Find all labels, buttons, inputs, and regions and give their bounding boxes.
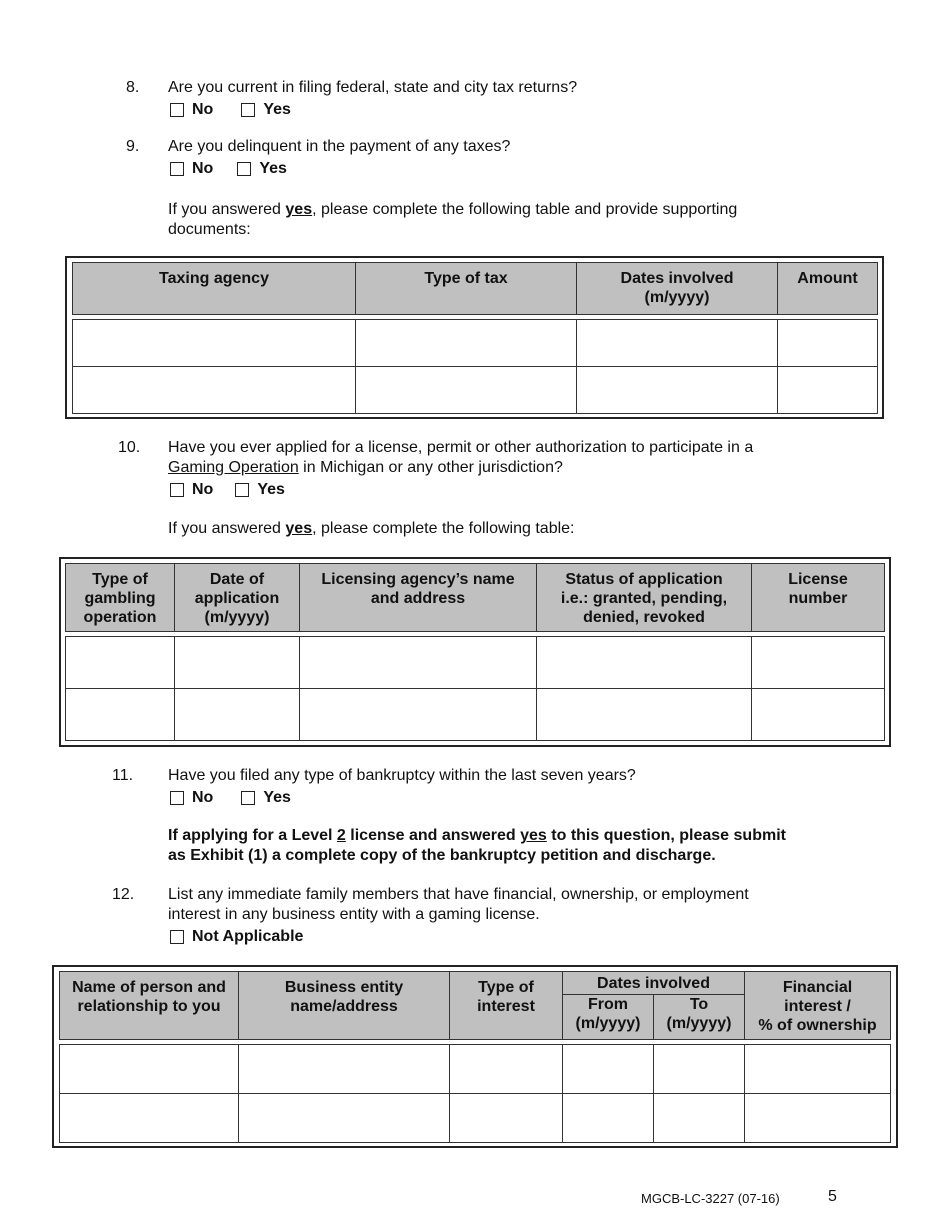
q8-no-checkbox[interactable] — [170, 103, 184, 117]
license-cell[interactable] — [175, 637, 300, 689]
q11-options — [170, 789, 311, 807]
q12-not-applicable-label: Not Applicable — [192, 928, 304, 945]
q12-text1: List any immediate family members that have financial, ownership, or employment — [168, 886, 749, 903]
tax-table-header-amount: Amount — [778, 263, 878, 315]
license-cell[interactable] — [300, 637, 537, 689]
q9-instructions — [168, 200, 808, 239]
q10-instr-yes: yes — [285, 520, 313, 537]
family-table-header-to: To (m/yyyy) — [654, 995, 745, 1040]
q9-options — [170, 160, 307, 178]
family-cell[interactable] — [239, 1045, 450, 1094]
family-table-header-from: From (m/yyyy) — [563, 995, 654, 1040]
q10-text — [168, 438, 868, 477]
q10-text1: Have you ever applied for a license, permit or other authorization to participate in a — [168, 439, 754, 456]
q9-yes-label: Yes — [259, 160, 287, 177]
q8-options — [170, 101, 311, 119]
q11-no-checkbox[interactable] — [170, 791, 184, 805]
q10-no-checkbox[interactable] — [170, 483, 184, 497]
q11-note-part1: If applying for a Level — [168, 827, 337, 844]
q9-instr-yes: yes — [285, 201, 313, 218]
q10-options — [170, 481, 305, 499]
q10-no-option[interactable] — [170, 481, 213, 499]
family-cell[interactable] — [563, 1094, 654, 1143]
license-cell[interactable] — [66, 689, 175, 741]
q10-number: 10. — [118, 439, 141, 456]
q11-note-part2: license and answered — [345, 827, 521, 844]
family-table-header-dates: Dates involved — [563, 972, 745, 995]
q11-yes-checkbox[interactable] — [241, 791, 255, 805]
q10-instructions — [168, 519, 575, 539]
q9-no-label: No — [192, 160, 214, 177]
q11-no-option[interactable] — [170, 789, 213, 807]
form-number: MGCB-LC-3227 (07-16) — [641, 1191, 780, 1206]
license-table-header-type: Type of gambling operation — [66, 564, 175, 632]
license-table-header-number: License number — [752, 564, 885, 632]
license-cell[interactable] — [537, 637, 752, 689]
family-table-header-name: Name of person and relationship to you — [60, 972, 239, 1040]
family-cell[interactable] — [745, 1045, 891, 1094]
q11-bankruptcy-note — [168, 826, 888, 865]
q9-instr-post2: documents: — [168, 220, 251, 238]
q9-instr-pre: If you answered — [168, 201, 286, 218]
family-cell[interactable] — [563, 1045, 654, 1094]
q11-note-part3: to this question, please submit — [546, 827, 786, 844]
q11-note-level: 2 — [336, 827, 346, 844]
q10-no-label: No — [192, 481, 214, 498]
q11-number: 11. — [112, 767, 134, 784]
tax-table-header-dates: Dates involved (m/yyyy) — [577, 263, 778, 315]
tax-cell[interactable] — [73, 320, 356, 367]
q10-yes-label: Yes — [257, 481, 285, 498]
license-cell[interactable] — [752, 689, 885, 741]
page-number: 5 — [828, 1188, 837, 1205]
license-table-header-date: Date of application (m/yyyy) — [175, 564, 300, 632]
q9-yes-checkbox[interactable] — [237, 162, 251, 176]
table-row — [60, 1094, 891, 1143]
q11-note-yes: yes — [520, 827, 547, 844]
table-row — [73, 367, 878, 414]
q9-instr-post1: , please complete the following table and provide supporting — [312, 201, 738, 218]
family-cell[interactable] — [60, 1045, 239, 1094]
table-row — [60, 1045, 891, 1094]
tax-table — [72, 262, 878, 414]
q11-note-part4: as Exhibit (1) a complete copy of the bankruptcy petition and discharge. — [168, 846, 716, 864]
q10-yes-option[interactable] — [235, 481, 285, 499]
table-row — [73, 320, 878, 367]
family-table-header-entity: Business entity name/address — [239, 972, 450, 1040]
family-table-header-type: Type of interest — [450, 972, 563, 1040]
license-cell[interactable] — [752, 637, 885, 689]
q9-no-checkbox[interactable] — [170, 162, 184, 176]
q11-yes-label: Yes — [263, 789, 291, 806]
q10-instr-pre: If you answered — [168, 520, 286, 537]
q8-text: Are you current in filing federal, state and city tax returns? — [168, 79, 578, 96]
q8-yes-option[interactable] — [241, 101, 291, 119]
q10-instr-post: , please complete the following table: — [312, 520, 575, 537]
tax-cell[interactable] — [778, 367, 878, 414]
q10-yes-checkbox[interactable] — [235, 483, 249, 497]
family-table-header-financial: Financial interest / % of ownership — [745, 972, 891, 1040]
q11-no-label: No — [192, 789, 214, 806]
q8-number: 8. — [126, 79, 140, 96]
license-cell[interactable] — [175, 689, 300, 741]
family-cell[interactable] — [450, 1094, 563, 1143]
family-cell[interactable] — [654, 1045, 745, 1094]
tax-cell[interactable] — [577, 320, 778, 367]
tax-table-header-type: Type of tax — [356, 263, 577, 315]
q9-text: Are you delinquent in the payment of any taxes? — [168, 138, 511, 155]
q9-no-option[interactable] — [170, 160, 213, 178]
tax-cell[interactable] — [356, 320, 577, 367]
q8-no-option[interactable] — [170, 101, 213, 119]
q9-number: 9. — [126, 138, 140, 155]
q10-text2: in Michigan or any other jurisdiction? — [298, 458, 563, 476]
q8-yes-label: Yes — [263, 101, 291, 118]
tax-cell[interactable] — [356, 367, 577, 414]
license-cell[interactable] — [537, 689, 752, 741]
tax-cell[interactable] — [577, 367, 778, 414]
license-table-header-agency: Licensing agency’s name and address — [300, 564, 537, 632]
license-cell[interactable] — [300, 689, 537, 741]
q8-no-label: No — [192, 101, 214, 118]
q11-yes-option[interactable] — [241, 789, 291, 807]
license-table — [65, 563, 885, 741]
q9-yes-option[interactable] — [237, 160, 287, 178]
family-cell[interactable] — [60, 1094, 239, 1143]
q12-number: 12. — [112, 886, 135, 903]
table-row — [66, 689, 885, 741]
q8-yes-checkbox[interactable] — [241, 103, 255, 117]
family-cell[interactable] — [450, 1045, 563, 1094]
q10-gaming-operation-link[interactable]: Gaming Operation — [168, 458, 299, 476]
license-cell[interactable] — [66, 637, 175, 689]
q12-options — [170, 928, 323, 946]
tax-cell[interactable] — [778, 320, 878, 367]
tax-cell[interactable] — [73, 367, 356, 414]
q12-text — [168, 885, 868, 924]
tax-table-header-agency: Taxing agency — [73, 263, 356, 315]
q12-not-applicable-option[interactable] — [170, 928, 303, 946]
table-row — [66, 637, 885, 689]
family-cell[interactable] — [745, 1094, 891, 1143]
q11-text: Have you filed any type of bankruptcy within the last seven years? — [168, 767, 636, 784]
family-interest-table — [59, 971, 891, 1143]
family-cell[interactable] — [239, 1094, 450, 1143]
q12-not-applicable-checkbox[interactable] — [170, 930, 184, 944]
license-table-header-status: Status of application i.e.: granted, pending, denied, revoked — [537, 564, 752, 632]
q12-text2: interest in any business entity with a gaming license. — [168, 905, 540, 923]
family-cell[interactable] — [654, 1094, 745, 1143]
